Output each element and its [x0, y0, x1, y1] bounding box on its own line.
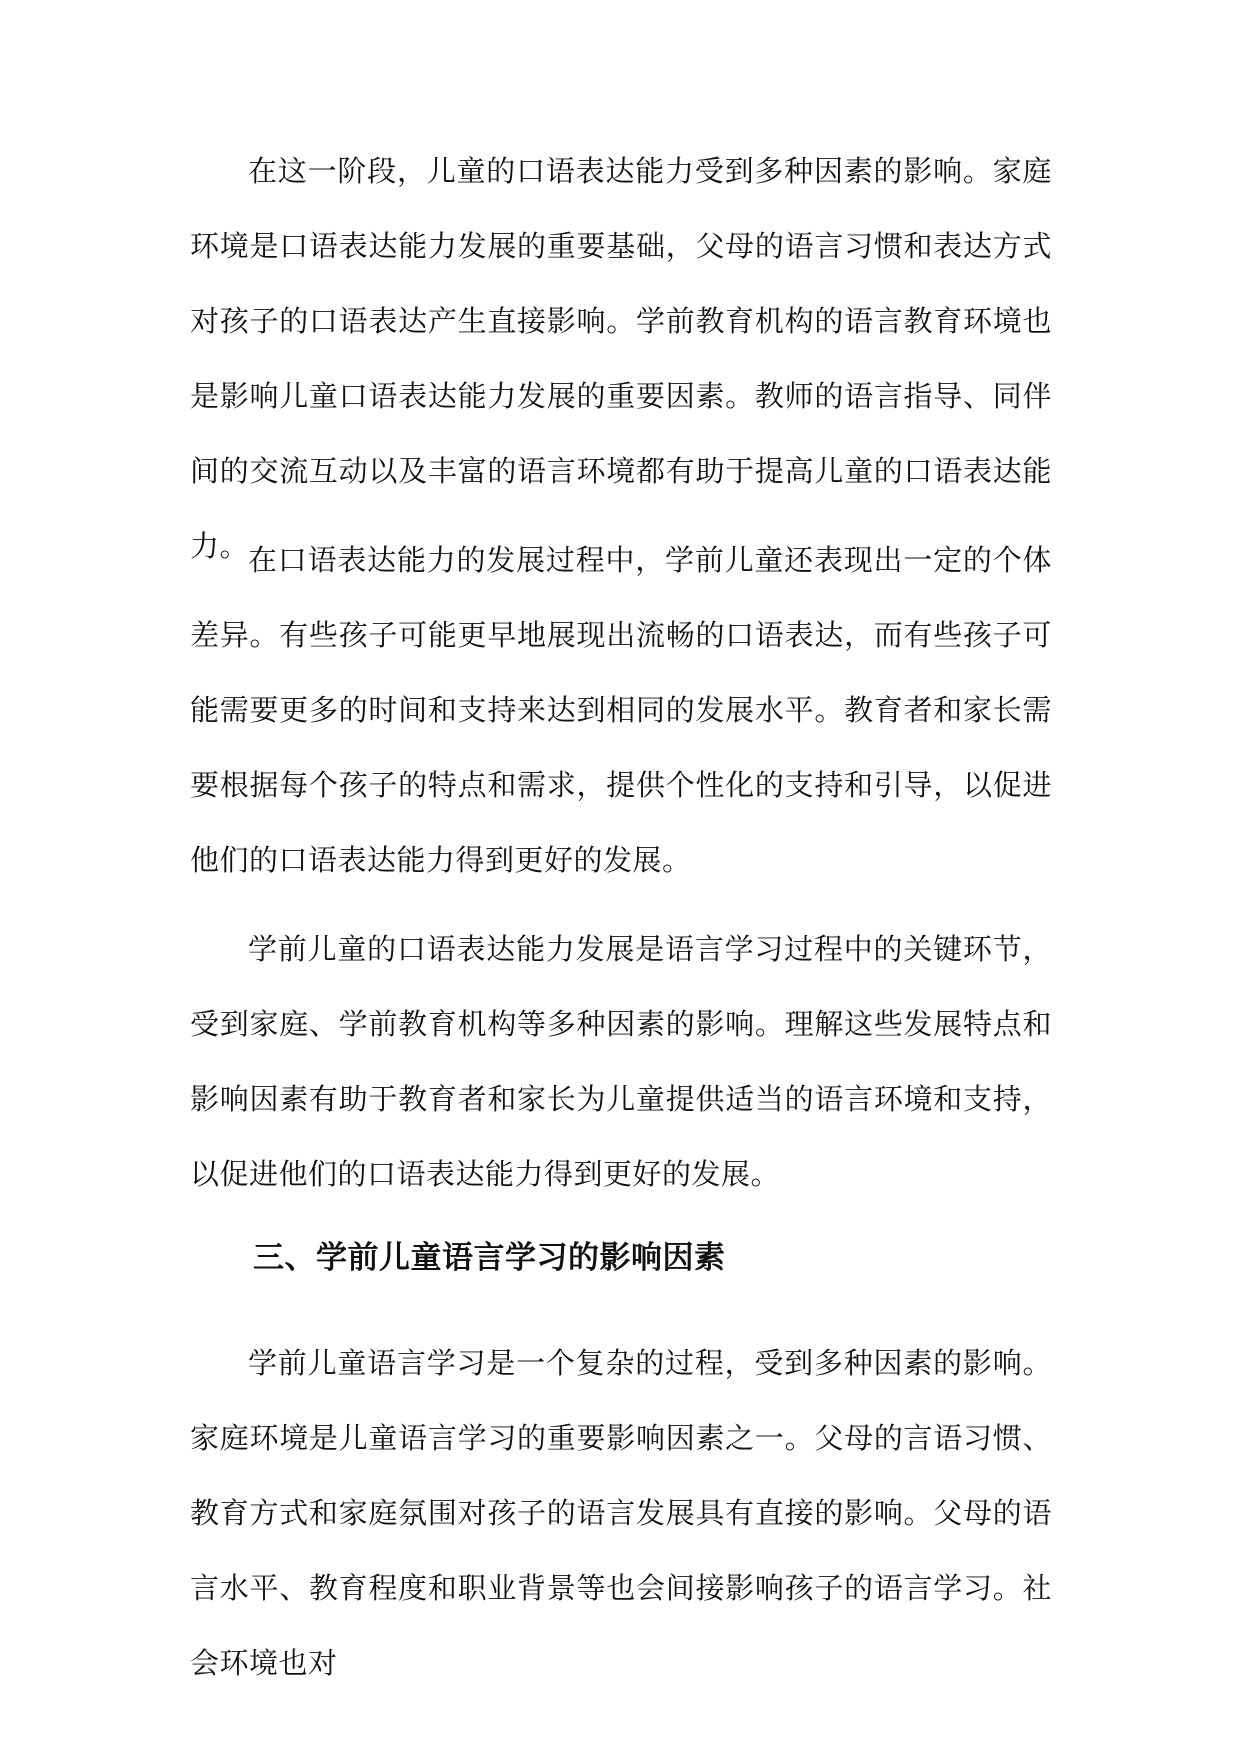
- section-paragraph: 学前儿童语言学习是一个复杂的过程，受到多种因素的影响。家庭环境是儿童语言学习的重要影响因素之一。父母的言语习惯、教育方式和家庭氛围对孩子的语言发展具有直接的影响。父母的语言水平、教育程度和职业背景等也会间接影响孩子的语言学习。社会环境也对: [190, 1346, 1052, 1680]
- paragraph-1: 在这一阶段，儿童的口语表达能力受到多种因素的影响。家庭环境是口语表达能力发展的重要基础，父母的语言习惯和表达方式对孩子的口语表达产生直接影响。学前教育机构的语言教育环境也是影响儿童口语表达能力发展的重要因素。教师的语言指导、同伴间的交流互动以及丰富的语言环境都有助于提高儿童的口语表达能力。: [190, 154, 1052, 563]
- section-heading: 三、学前儿童语言学习的影响因素: [253, 1240, 726, 1276]
- paragraph-2: 在口语表达能力的发展过程中，学前儿童还表现出一定的个体差异。有些孩子可能更早地展现出流畅的口语表达，而有些孩子可能需要更多的时间和支持来达到相同的发展水平。教育者和家长需要根据每个孩子的特点和需求，提供个性化的支持和引导，以促进他们的口语表达能力得到更好的发展。: [190, 543, 1052, 877]
- paragraph-3: 学前儿童的口语表达能力发展是语言学习过程中的关键环节，受到家庭、学前教育机构等多种因素的影响。理解这些发展特点和影响因素有助于教育者和家长为儿童提供适当的语言环境和支持，以促进他们的口语表达能力得到更好的发展。: [190, 932, 1052, 1191]
